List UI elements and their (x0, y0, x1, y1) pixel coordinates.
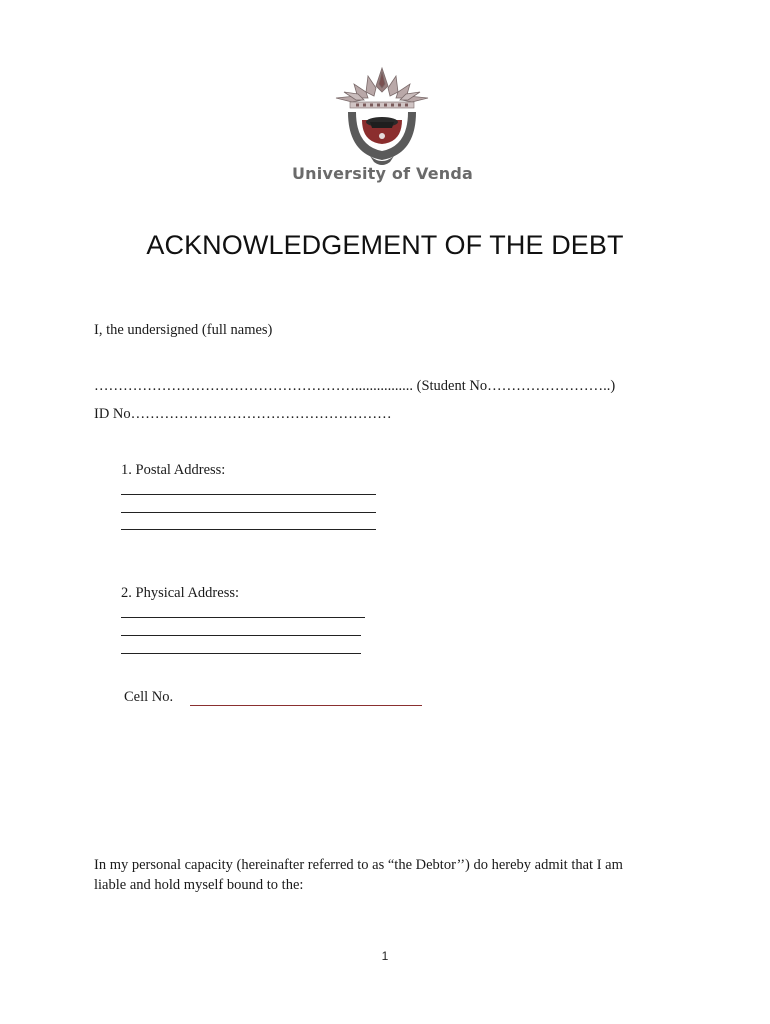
physical-address-line-1[interactable] (121, 617, 365, 618)
physical-address-line-3[interactable] (121, 653, 361, 654)
university-crest-icon (330, 62, 434, 170)
cell-number-line[interactable] (190, 705, 422, 706)
id-number-line[interactable]: ID No……………………………………………… (94, 406, 392, 422)
postal-address-line-3[interactable] (121, 529, 376, 530)
postal-address-line-1[interactable] (121, 494, 376, 495)
physical-address-line-2[interactable] (121, 635, 361, 636)
university-name: University of Venda (291, 164, 474, 183)
debtor-paragraph-line-1: In my personal capacity (hereinafter referred to as “the Debtor’’) do hereby admit that I am (94, 857, 623, 873)
postal-address-line-2[interactable] (121, 512, 376, 513)
page-number: 1 (381, 949, 389, 963)
physical-address-label: 2. Physical Address: (121, 585, 240, 601)
postal-address-label: 1. Postal Address: (121, 462, 226, 478)
university-logo (330, 62, 434, 170)
debtor-paragraph-line-2: liable and hold myself bound to the: (94, 877, 304, 893)
name-student-number-line[interactable]: ………………………………………………................ (Student No……………………..) (94, 378, 616, 394)
undersigned-label: I, the undersigned (full names) (94, 322, 273, 338)
cell-number-label: Cell No. (124, 689, 174, 705)
document-title: ACKNOWLEDGEMENT OF THE DEBT (146, 230, 624, 260)
